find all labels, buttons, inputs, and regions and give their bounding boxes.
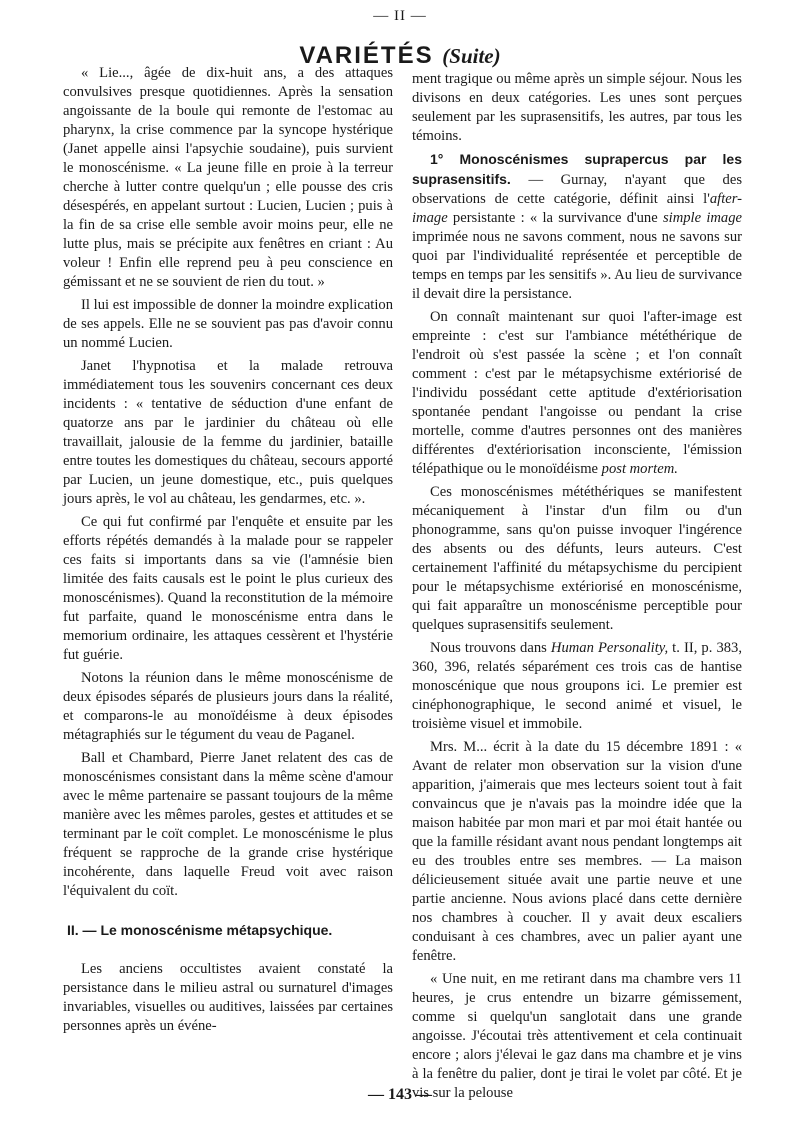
paragraph: Mrs. M... écrit à la date du 15 décembre 1891 : « Avant de relater mon observation sur la vision d'une apparition, j'aimerais que mes lecteurs soient tout à fait convaincus que je n'avais pas la moindre idée que la maison habitée par mon mari et par moi était hantée ou que la famille résidant avant nous pendant longtemps ait eu des troubles entre ses membres. — La maison délicieusement située avait une partie neuve et une partie ancienne. Nous avions placé dans cette dernière nos chambres à coucher. Il y avait deux escaliers conduisant à ces chambres, avec un palier ayant une fenêtre. bbox=[412, 739, 742, 964]
text-run: — Gurnay, n'ayant que des observations de cette catégorie, définit ainsi l' bbox=[412, 172, 742, 207]
left-column bbox=[63, 64, 393, 1040]
italic-term: post mortem. bbox=[601, 461, 678, 477]
italic-term: after-image bbox=[412, 191, 742, 226]
paragraph bbox=[412, 639, 742, 734]
text-run: imprimée nous ne savons comment, nous ne savons sur quoi par l'individualité représentée et perceptible de temps en temps par les sensitifs ». Au lieu de survivance il devait dire la persistance. bbox=[412, 229, 742, 302]
section-title-main: VARIÉTÉS bbox=[299, 42, 434, 69]
text-run: Nous trouvons dans bbox=[430, 640, 551, 656]
paragraph: « Une nuit, en me retirant dans ma chambre vers 11 heures, je crus entendre un bizarre gémissement, comme si quelqu'un sanglotait dans une grande angoisse. J'écoutai très attentivement et cela continuait encore ; alors j'élevai le gaz dans ma chambre et je vins à la fenêtre du palier, dont je tirai le volet par côté. Et je vis sur la pelouse bbox=[412, 971, 742, 1101]
paragraph: Il lui est impossible de donner la moindre explication de ses appels. Elle ne se souvient pas pas d'avoir connu un nommé Lucien. bbox=[63, 297, 393, 351]
page-number: — 143 — bbox=[368, 1086, 432, 1103]
text-run: t. II, p. 383, 360, 396, relatés séparément ces trois cas de hantise monoscénique que nous groupons ici. Le premier est cinéphonographique, le second animé et visuel, le troisième visuel et immobile. bbox=[412, 640, 742, 732]
paragraph: ment tragique ou même après un simple séjour. Nous les divisons en deux catégories. Les unes sont perçues seulement par les suprasensitifs, les autres, par tous les témoins. bbox=[412, 71, 742, 144]
italic-term: simple image bbox=[662, 210, 742, 226]
right-column bbox=[412, 70, 742, 1107]
text-run: persistante : « la survivance d'une bbox=[447, 210, 663, 226]
paragraph bbox=[412, 308, 742, 479]
paragraph: Les anciens occultistes avaient constaté la persistance dans le milieu astral ou surnaturel d'images invariables, visuelles ou auditives, laissées par certaines personnes après un événe- bbox=[63, 961, 393, 1034]
section-heading: II. — Le monoscénisme métapsychique. bbox=[67, 922, 333, 938]
paragraph: Notons la réunion dans le même monoscénisme de deux épisodes séparés de plusieurs jours dans la réalité, et comparons-le au monoïdéisme à deux épisodes métagraphiés sur le tégument du veau de Paganel. bbox=[63, 670, 393, 743]
text-run: On connaît maintenant sur quoi l'after-image est empreinte : c'est sur l'ambiance météthérique de l'endroit où s'est passée la scène ; et l'on connaît comment : c'est par le métapsychisme extériorisé de l'individu possédant cette aptitude d'extériorisation spontanée pendant l'angoisse ou pendant la crise mortelle, comme d'autres personnes ont des manières différentes d'extériorisation inconsciente, l'émission télépathique ou le monoïdéisme bbox=[412, 309, 742, 477]
italic-title: Human Personality, bbox=[550, 640, 669, 656]
paragraph: Ces monoscénismes météthériques se manifestent mécaniquement à l'instar d'un film ou d'un phonogramme, sans qu'on puisse invoquer l'ingérence des absents ou des défunts, leurs auteurs. C'est certainement l'affinité du métapsychisme du percipient pour le métapsychisme extériorisé en monoscénisme, qui fait apparaître un monoscénisme perceptible pour quelques suprasensitifs seulement. bbox=[412, 484, 742, 633]
paragraph: Janet l'hypnotisa et la malade retrouva immédiatement tous les souvenirs concernant ces deux incidents : « tentative de séduction d'une enfant de quatorze ans par le jardinier du château où elle travaillait, jalousie de la femme du jardinier, bataille entre toutes les domestiques du château, secours apporté par Lucien, un jeune domestique, etc., puis quelques jours après, le vol au château, les gendarmes, etc. ». bbox=[63, 358, 393, 507]
subsection-paragraph bbox=[412, 150, 742, 304]
paragraph: « Lie..., âgée de dix-huit ans, a des attaques convulsives presque quotidiennes. Après la sensation angoissante de la boule qui remonte de l'estomac au pharynx, la crise commence par la syncope hystérique (Janet appelle ainsi l'apsychie soudaine), puis survient le monoscénisme. « La jeune fille en proie à la terreur cherche à lutter contre quelqu'un ; elle pousse des cris désespérés, en appelant surtout : Lucien, Lucien ; puis à la fin de sa crise elle semble avoir moins peur, elle ne lutte plus, mais se précipite aux fenêtres en criant : Au voleur ! Enfin elle reprend peu à peu conscience en gémissant et ne se souvient de rien du tout. » bbox=[63, 65, 393, 290]
subsection-heading: 1° Monoscénismes suprapercus par les suprasensitifs. bbox=[412, 151, 742, 187]
running-head: — II — bbox=[373, 8, 427, 24]
paragraph: Ball et Chambard, Pierre Janet relatent des cas de monoscénismes consistant dans la même scène d'amour avec le même partenaire se passant toujours de la même manière avec les mêmes paroles, gestes et attitudes et se terminant par le coït complet. Le monoscénisme le plus fréquent se rapproche de la grande crise hystérique incohérente, dans laquelle Freud voit avec raison l'équivalent du coït. bbox=[63, 750, 393, 899]
section-title-suffix: (Suite) bbox=[442, 44, 501, 68]
paragraph: Ce qui fut confirmé par l'enquête et ensuite par les efforts répétés demandés à la malade pour se rappeler ces faits si importants dans sa vie (l'amnésie bien limitée des faits causals est le point le plus curieux des monoscénismes). Quand la reconstitution de la mémoire fut parfaite, quand le monoscénisme entra dans le memorium ordinaire, les attaques cessèrent et l'hystérie fut guérie. bbox=[63, 514, 393, 663]
